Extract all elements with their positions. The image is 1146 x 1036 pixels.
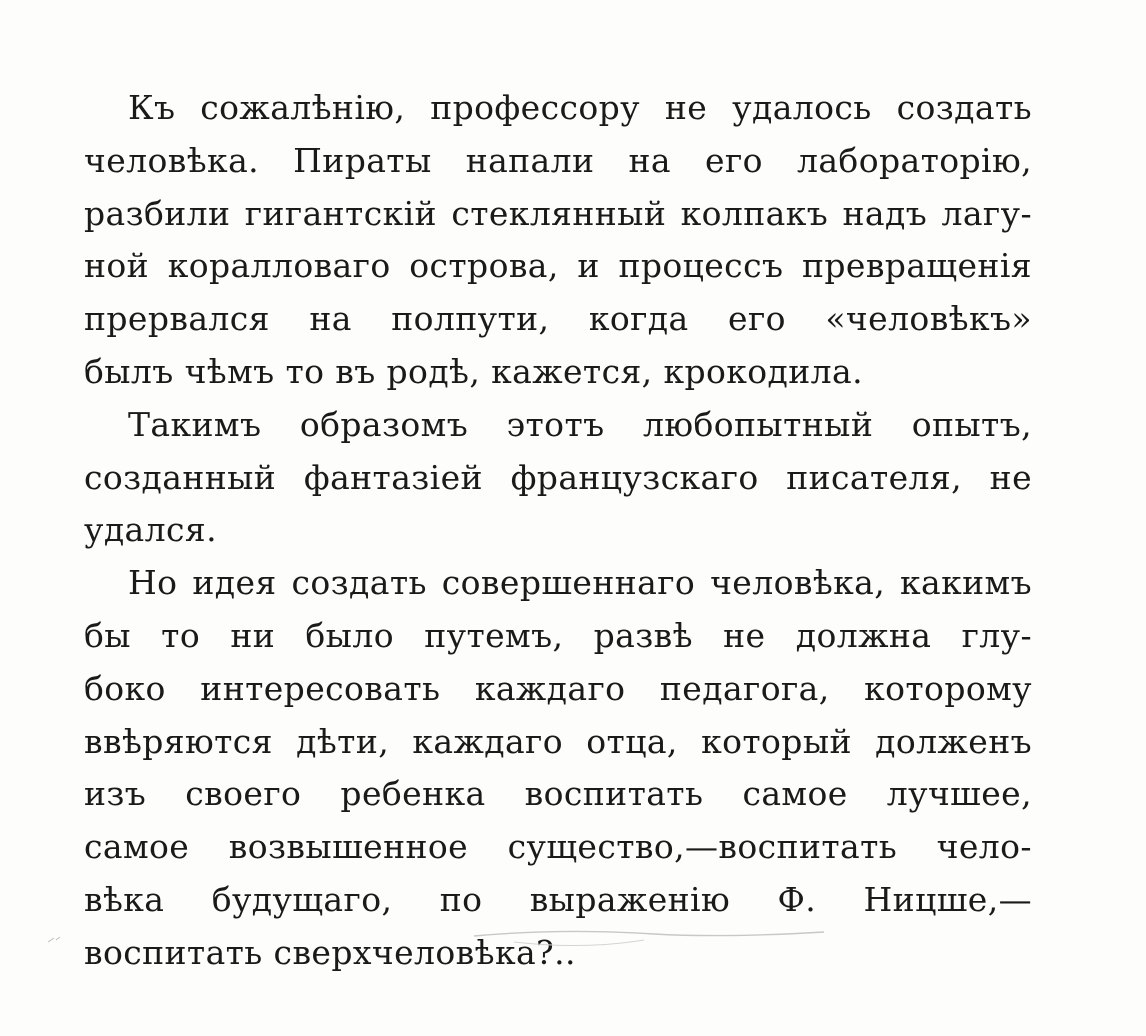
paragraph-1-line-6: былъ чѣмъ то въ родѣ, кажется, крокодила.: [84, 351, 863, 391]
body-text: [84, 82, 1032, 980]
paragraph-2-line-3: удался.: [84, 510, 217, 550]
paragraph-3-line-1: Но идея создать совершеннаго человѣка, какимъ: [128, 563, 1032, 603]
paragraph-3-line-4: ввѣряются дѣти, каждаго отца, который долженъ: [84, 721, 1032, 761]
paragraph-3-line-7: вѣка будущаго, по выраженію Ф. Ницше,—: [84, 879, 1032, 919]
paragraph-3-line-3: боко интересовать каждаго педагога, которому: [84, 668, 1032, 708]
paragraph-3-line-6: самое возвышенное существо,—воспитать чело-: [84, 827, 1032, 867]
paragraph-1-line-5: прервался на полпути, когда его «человѣкъ»: [84, 299, 1032, 339]
paragraph-3-line-8: воспитать сверхчеловѣка?..: [84, 932, 576, 972]
paragraph-1-line-3: разбили гигантскій стеклянный колпакъ надъ лагу-: [84, 193, 1032, 233]
paragraph-2-line-2: созданный фантазіей французскаго писателя, не: [84, 457, 1032, 497]
paragraph-1-line-1: Къ сожалѣнію, профессору не удалось создать: [128, 88, 1032, 127]
paragraph-2-line-1: Такимъ образомъ этотъ любопытный опытъ,: [128, 404, 1032, 444]
paragraph-3-line-2: бы то ни было путемъ, развѣ не должна глу-: [84, 615, 1032, 655]
scan-artifact-smudge: [44, 920, 864, 960]
paragraph-1-line-4: ной коралловаго острова, и процессъ превращенія: [84, 246, 1032, 286]
paragraph-3-line-5: изъ своего ребенка воспитать самое лучшее,: [84, 774, 1032, 814]
paragraph-1-line-2: человѣка. Пираты напали на его лабораторію,: [84, 140, 1032, 180]
